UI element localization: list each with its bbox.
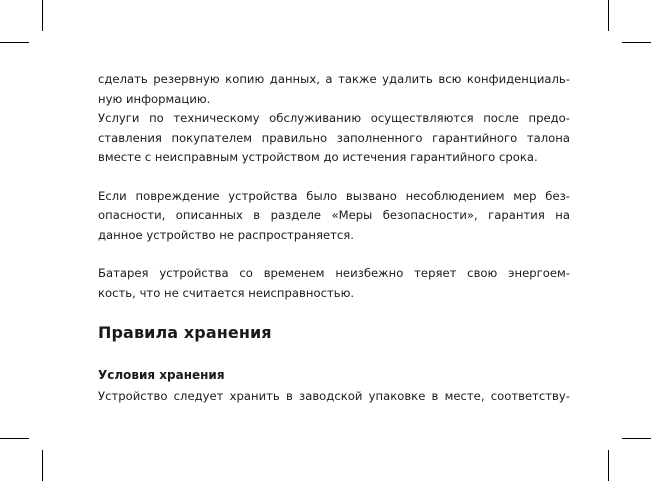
paragraph-line: Батарея устройства со временем неизбежно теряет свою энергоем- bbox=[98, 266, 570, 280]
paragraph-line: данное устройство не распространяется. bbox=[98, 227, 355, 242]
paragraph-storage bbox=[98, 387, 570, 407]
crop-mark-top-right-vertical bbox=[608, 0, 609, 31]
crop-mark-bottom-left-vertical bbox=[42, 450, 43, 481]
crop-mark-top-right-horizontal bbox=[622, 42, 651, 43]
paragraph-battery bbox=[98, 264, 570, 303]
paragraph-safety bbox=[98, 187, 570, 246]
paragraph-line: ставления покупателем правильно заполненного гарантийного талона bbox=[98, 130, 570, 145]
paragraph-line: сделать резервную копию данных, а также удалить всю конфиденциаль- bbox=[98, 72, 570, 86]
paragraph-line: Устройство следует хранить в заводской упаковке в месте, соответству- bbox=[98, 389, 570, 403]
paragraph-line: опасности, описанных в разделе «Меры безопасности», гарантия на bbox=[98, 208, 570, 222]
paragraph-backup bbox=[98, 70, 570, 109]
crop-mark-bottom-right-horizontal bbox=[622, 438, 651, 439]
document-body bbox=[98, 70, 570, 407]
paragraph-line: кость, что не считается неисправностью. bbox=[98, 285, 355, 300]
crop-mark-top-left-vertical bbox=[42, 0, 43, 31]
section-title: Правила хранения bbox=[98, 323, 272, 342]
paragraph-line: ную информацию. bbox=[98, 91, 211, 106]
crop-mark-top-left-horizontal bbox=[0, 42, 29, 43]
crop-mark-bottom-right-vertical bbox=[608, 450, 609, 481]
paragraph-line: вместе с неисправным устройством до истечения гарантийного срока. bbox=[98, 150, 538, 164]
subsection-title: Условия хранения bbox=[98, 368, 225, 382]
crop-mark-bottom-left-horizontal bbox=[0, 438, 29, 439]
paragraph-service bbox=[98, 109, 570, 168]
paragraph-line: Если повреждение устройства было вызвано несоблюдением мер без- bbox=[98, 188, 570, 203]
paragraph-line: Услуги по техническому обслуживанию осуществляются после предо- bbox=[98, 111, 570, 125]
